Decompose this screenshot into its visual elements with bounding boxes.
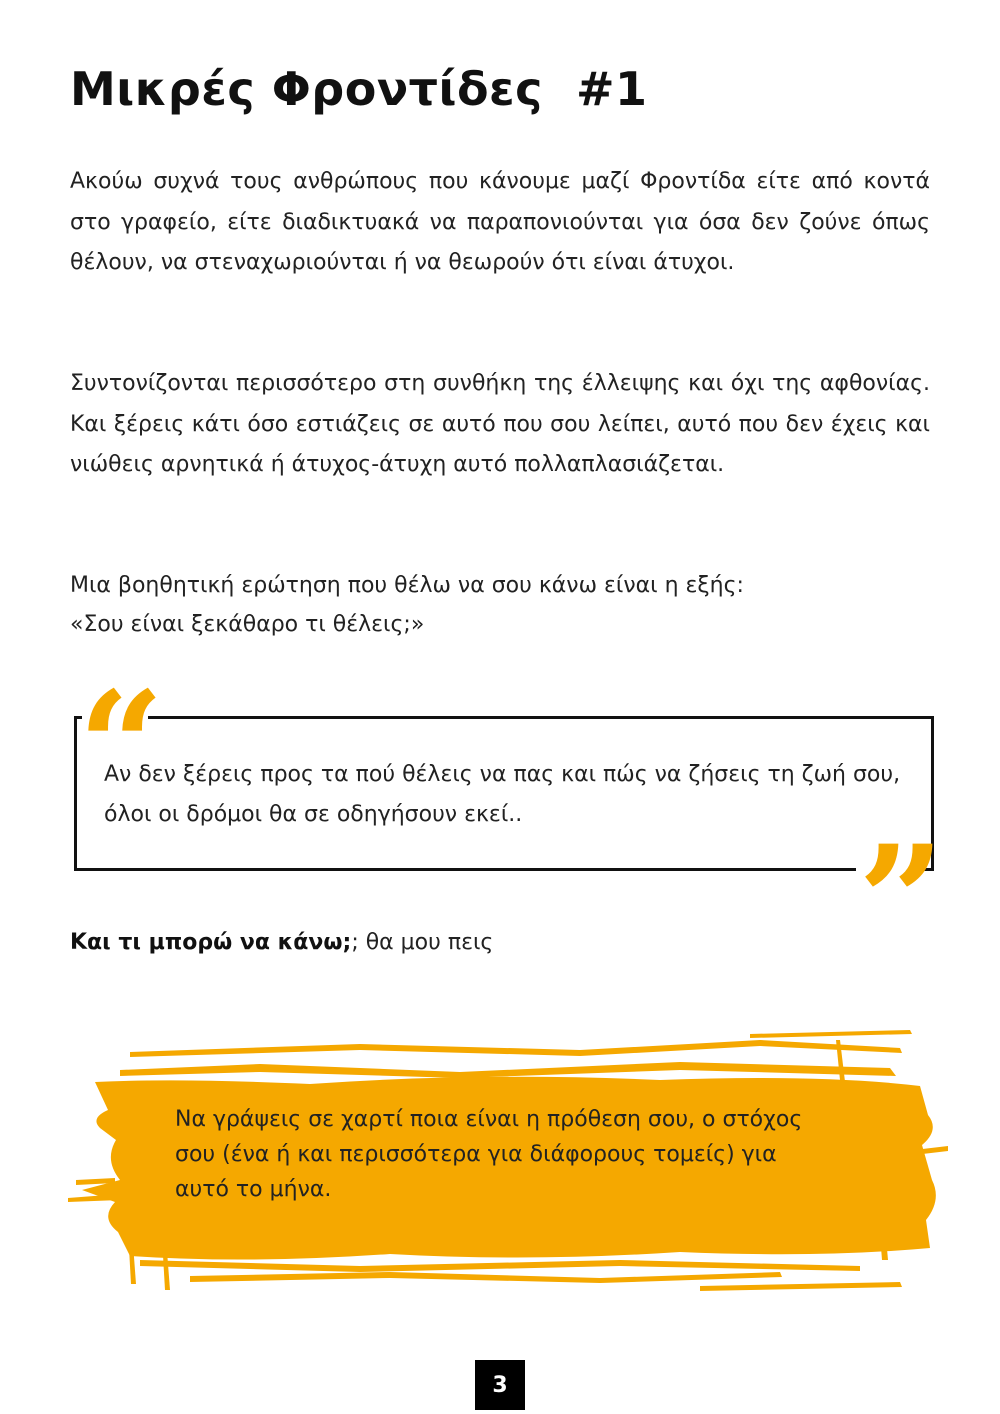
open-quote-icon: “ [78,659,165,835]
callout-text: Να γράψεις σε χαρτί ποια είναι η πρόθεση σου, ο στόχος σου (ένα ή και περισσότερα για διάφορους τομείς) για αυτό το μήνα. [175,1107,803,1202]
question-text: «Σου είναι ξεκάθαρο τι θέλεις;» [70,612,425,637]
page-number: 3 [475,1360,525,1410]
close-quote-icon: ” [858,813,945,989]
quote-box-left-line [74,716,77,871]
quote-box-top-line [148,716,934,719]
intro-paragraph: Ακούω συχνά τους ανθρώπους που κάνουμε μαζί Φροντίδα είτε από κοντά στο γραφείο, είτε διαδικτυακά να παραπονιούνται για όσα δεν ζούνε όπως θέλουν, να στεναχωριούνται ή να θεωρούν ότι είναι άτυχοι. [70,169,930,275]
follow-up-question [70,930,493,955]
follow-up-rest: ; θα μου πεις [351,930,494,955]
quote-text: Αν δεν ξέρεις προς τα πού θέλεις να πας και πώς να ζήσεις τη ζωή σου, όλοι οι δρόμοι θα σε οδηγήσουν εκεί.. [104,762,901,827]
page-title: Μικρές Φροντίδες #1 [70,62,648,116]
quote-box-bottom-line [74,868,856,871]
question-intro: Μια βοηθητική ερώτηση που θέλω να σου κάνω είναι η εξής: [70,573,744,598]
follow-up-bold: Και τι μπορώ να κάνω; [70,930,352,955]
second-paragraph: Συντονίζονται περισσότερο στη συνθήκη της έλλειψης και όχι της αφθονίας. Και ξέρεις κάτι όσο εστιάζεις σε αυτό που σου λείπει, αυτό που δεν έχεις και νιώθεις αρνητικά ή άτυχος-άτυχη αυτό πολλαπλασιάζεται. [70,371,930,477]
